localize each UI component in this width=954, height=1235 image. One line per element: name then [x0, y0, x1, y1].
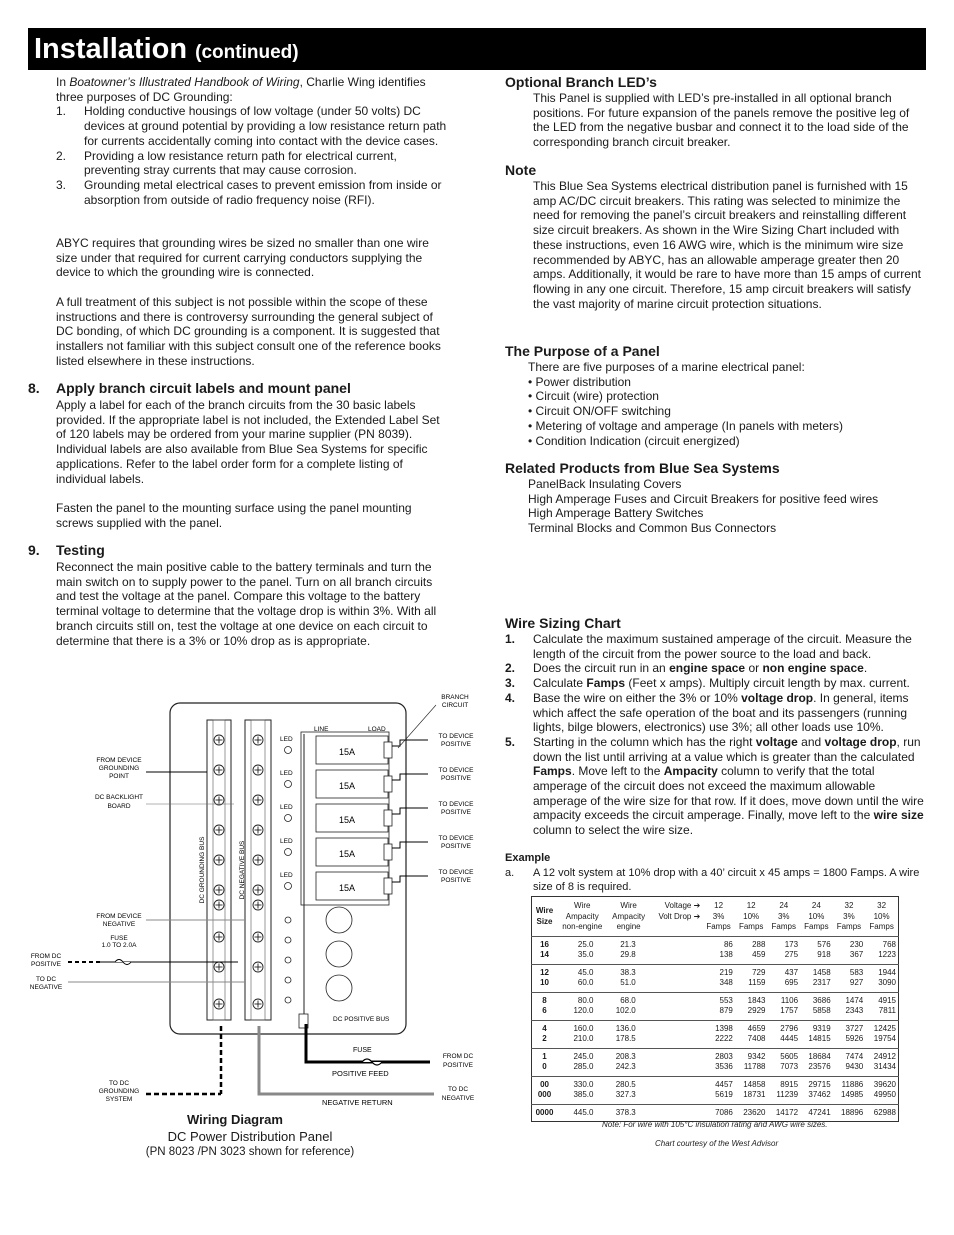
list-item: 5. Starting in the column which has the right voltage and voltage drop, run down the list until arriving at a value which is greater than the calculated Famps. Move left to the Ampacity column to verify that the total amperage of the circuit does not exceed the maximum allowable amperage of the wire size for that row. If it does, move down until the wire ampacity exceeds the circuit amperage. Finally, move left to the wire size column to select the wire size. [505, 734, 924, 838]
led-icon [285, 781, 292, 788]
fuse-small-label: FUSE [110, 935, 128, 942]
list-item: 3. Calculate Famps (Feet x amps). Multiply circuit length by max. current. [505, 676, 910, 691]
negative-return-label: NEGATIVE RETURN [322, 1098, 393, 1107]
table-cell: 245.0 285.0 [557, 1048, 607, 1076]
positive-feed-label: POSITIVE FEED [332, 1069, 389, 1078]
table-cell: 25.0 35.0 [557, 936, 607, 964]
table-cell: 62988 [865, 1104, 898, 1122]
breaker-rating: 15A [339, 747, 356, 757]
table-cell: 2803 3536 [702, 1048, 735, 1076]
table-cell: 230 367 [833, 936, 866, 964]
list-item: 3. Grounding metal electrical cases to prevent emission from inside or absorption from outside of radio frequency noise (RFI). [56, 177, 442, 207]
table-row [532, 992, 899, 1020]
led-icon [285, 747, 292, 754]
led-label: LED [280, 804, 293, 811]
to-dc-grounding-label: SYSTEM [105, 1096, 133, 1103]
purpose-list [505, 375, 927, 449]
list-item: High Amperage Battery Switches [528, 506, 704, 521]
list-item: 1. Calculate the maximum sustained amperage of the circuit. Measure the length of the circuit from the power source to the load and back. [505, 632, 912, 661]
fuse-label: FUSE [353, 1047, 372, 1054]
step-8-heading: 8. Apply branch circuit labels and mount panel [28, 380, 351, 396]
breaker-rating: 15A [339, 815, 356, 825]
note-heading: Note [505, 162, 537, 178]
from-dc-positive-label: POSITIVE [31, 961, 61, 968]
to-device-positive-label: TO DEVICE [438, 767, 474, 774]
table-cell [650, 936, 703, 964]
table-cell: 21.3 29.8 [607, 936, 649, 964]
table-cell: 7474 9430 [833, 1048, 866, 1076]
list-item: • Power distribution [528, 375, 927, 390]
table-row [532, 964, 899, 992]
purpose-section [505, 343, 927, 448]
table-cell: 1106 1757 [767, 992, 800, 1020]
list-item: 2. Providing a low resistance return path for electrical current, preventing stray currents that may cause corrosion. [56, 148, 397, 178]
table-cell: 1474 2343 [833, 992, 866, 1020]
example-list [505, 866, 927, 895]
table-cell: 9319 14815 [800, 1020, 833, 1048]
example-heading: Example [505, 852, 551, 864]
table-cell [650, 1076, 703, 1104]
table-row [532, 1020, 899, 1048]
to-device-positive-label: TO DEVICE [438, 869, 474, 876]
table-header-row [532, 897, 899, 937]
step-8-section [28, 380, 452, 531]
list-item: Terminal Blocks and Common Bus Connectors [528, 521, 777, 536]
branch-circuit-label: BRANCH [441, 694, 469, 701]
wire-sizing-steps [505, 632, 927, 838]
table-cell [650, 1020, 703, 1048]
dc-backlight-label: BOARD [107, 803, 131, 810]
led-label: LED [280, 872, 293, 879]
list-item: a. A 12 volt system at 10% drop with a 40’ circuit x 45 amps = 1800 Famps. A wire size of 8 is required. [505, 866, 920, 893]
led-label: LED [280, 838, 293, 845]
wire-sizing-table [531, 896, 899, 1122]
note-section [505, 162, 927, 311]
to-device-positive-label: POSITIVE [441, 809, 471, 816]
diagram-caption-subtitle: DC Power Distribution Panel [167, 1129, 333, 1144]
table-cell: 1 0 [532, 1048, 558, 1076]
table-cell: 24 3% Famps [771, 901, 796, 931]
table-cell: 330.0 385.0 [557, 1076, 607, 1104]
to-dc-grounding-label: GROUNDING [98, 1088, 140, 1095]
dc-negative-bus-label: DC NEGATIVE BUS [239, 840, 246, 900]
table-cell: 3686 5858 [800, 992, 833, 1020]
table-cell: 00 000 [532, 1076, 558, 1104]
table-cell: 1398 2222 [702, 1020, 735, 1048]
branch-circuit-label: CIRCUIT [441, 702, 469, 709]
table-cell: 18896 [833, 1104, 866, 1122]
list-item: • Circuit (wire) protection [528, 389, 927, 404]
table-cell: 5605 7073 [767, 1048, 800, 1076]
list-item: PanelBack Insulating Covers [528, 477, 682, 491]
table-cell: 14172 [767, 1104, 800, 1122]
from-device-grounding-label: GROUNDING [98, 765, 140, 772]
to-dc-negative-small-label: TO DC [35, 976, 57, 983]
step-9-text: Reconnect the main positive cable to the battery terminals and turn the main switch on to supply power to the panel. Turn on all branch circuits and test the voltage at the panel. Compare this voltage to the battery terminal voltage to determine that the voltage drop is within 3%. With all branch circuits still on, test the voltage at one device on each circuit to determine that there is a 3% or 10% drop as is appropriate. [56, 560, 437, 648]
table-cell: 12 10 [532, 964, 558, 992]
table-cell: Wire Ampacity engine [612, 901, 646, 931]
wire-sizing-heading: Wire Sizing Chart [505, 615, 621, 631]
step-9-section [28, 542, 452, 648]
diagram-caption [120, 1112, 380, 1160]
table-cell: 32 3% Famps [836, 901, 862, 931]
table-cell: 2796 4445 [767, 1020, 800, 1048]
table-cell: 1458 2317 [800, 964, 833, 992]
table-cell: 378.3 [607, 1104, 649, 1122]
wire-sizing-section [505, 615, 927, 838]
from-dc-positive-label: FROM DC [30, 953, 62, 960]
table-cell: 768 1223 [865, 936, 898, 964]
from-device-grounding-label: FROM DEVICE [96, 757, 142, 764]
diagram-caption-pn: (PN 8023 /PN 3023 shown for reference) [145, 1146, 355, 1158]
table-cell: 1843 2929 [735, 992, 768, 1020]
from-dc-positive-right-label: POSITIVE [443, 1062, 473, 1069]
table-cell: 9342 11788 [735, 1048, 768, 1076]
table-row [532, 1048, 899, 1076]
table-cell: 8915 11239 [767, 1076, 800, 1104]
table-cell [650, 1048, 703, 1076]
table-cell: 3727 5926 [833, 1020, 866, 1048]
table-cell: 86 138 [702, 936, 735, 964]
table-cell: 16 14 [532, 936, 558, 964]
table-cell: Wire Ampacity non-engine [562, 901, 603, 931]
table-cell: 18684 23576 [800, 1048, 833, 1076]
breaker-rating: 15A [339, 883, 356, 893]
table-cell: 24 10% Famps [804, 901, 829, 931]
table-cell: 12 3% Famps [706, 901, 731, 931]
step-8-text-2: Fasten the panel to the mounting surface using the panel mounting screws supplied with the panel. [56, 501, 412, 530]
book-title: Boatowner’s Illustrated Handbook of Wiring [69, 75, 300, 89]
table-cell: 1944 3090 [865, 964, 898, 992]
branch-output-wires [392, 740, 428, 882]
to-dc-negative-right-label: NEGATIVE [441, 1095, 475, 1102]
line-label: LINE [314, 726, 329, 733]
diagram-caption-title: Wiring Diagram [187, 1112, 283, 1127]
table-cell: Voltage ➔ Volt Drop ➔ [658, 901, 701, 921]
dc-backlight-label: DC BACKLIGHT [94, 794, 144, 801]
purpose-intro: There are five purposes of a marine electrical panel: [528, 360, 805, 374]
table-cell: 445.0 [557, 1104, 607, 1122]
table-cell: 38.3 51.0 [607, 964, 649, 992]
table-cell [650, 964, 703, 992]
from-device-negative-label: NEGATIVE [102, 921, 136, 928]
dc-positive-bus-label: DC POSITIVE BUS [333, 1016, 390, 1023]
title-sub: (continued) [195, 42, 299, 63]
list-item: • Metering of voltage and amperage (In panels with meters) [528, 419, 927, 434]
to-device-positive-label: POSITIVE [441, 775, 471, 782]
load-label: LOAD [368, 726, 386, 733]
table-cell: 4915 7811 [865, 992, 898, 1020]
list-item: • Circuit ON/OFF switching [528, 404, 927, 419]
table-cell: 136.0 178.5 [607, 1020, 649, 1048]
step-9-heading: 9. Testing [28, 542, 105, 558]
table-cell: 24912 31434 [865, 1048, 898, 1076]
table-cell: 729 1159 [735, 964, 768, 992]
table-cell: 23620 [735, 1104, 768, 1122]
table-cell [650, 992, 703, 1020]
breaker-rows [280, 736, 392, 900]
table-cell: 173 275 [767, 936, 800, 964]
table-cell: 280.5 327.3 [607, 1076, 649, 1104]
table-row [532, 1076, 899, 1104]
list-item: High Amperage Fuses and Circuit Breakers for positive feed wires [528, 491, 879, 506]
table-cell: 45.0 60.0 [557, 964, 607, 992]
note-text: This Blue Sea Systems electrical distribution panel is furnished with 15 amp AC/DC circuit breakers. This rating was selected to minimize the need for removing the panel’s circuit breakers and reinstalling different size circuit breakers. As shown in the Wire Sizing Chart included with these instructions, even 16 AWG wire, which is the minimum wire size recommended by ABYC, has an allowable amperage greater then 20 amps. Additionally, it would be rare to have more than 15 amps of current flowing in any one circuit. Therefore, 15 amp circuit breakers will satisfy the vast majority of marine circuit protection situations. [533, 179, 921, 311]
table-cell: 32 10% Famps [869, 901, 894, 931]
table-row [532, 936, 899, 964]
to-device-positive-label: TO DEVICE [438, 835, 474, 842]
table-cell: 12 10% Famps [738, 901, 764, 931]
table-cell: 576 918 [800, 936, 833, 964]
breaker-rating: 15A [339, 849, 356, 859]
table-cell: 583 927 [833, 964, 866, 992]
table-cell: 208.3 242.3 [607, 1048, 649, 1076]
led-icon [285, 815, 292, 822]
list-item: • Condition Indication (circuit energized) [528, 434, 927, 449]
fuse-small-label: 1.0 TO 2.0A [101, 942, 137, 949]
table-cell: 437 695 [767, 964, 800, 992]
table-cell: 0000 [532, 1104, 558, 1122]
page-title [34, 33, 299, 69]
to-device-positive-label: POSITIVE [441, 741, 471, 748]
from-device-negative-label: FROM DEVICE [96, 913, 142, 920]
table-cell: 47241 [800, 1104, 833, 1122]
to-dc-grounding-label: TO DC [108, 1080, 130, 1087]
table-cell: 553 879 [702, 992, 735, 1020]
page-header-banner [28, 28, 926, 70]
table-cell: 39620 49950 [865, 1076, 898, 1104]
table-cell: 160.0 210.0 [557, 1020, 607, 1048]
table-cell: 4 2 [532, 1020, 558, 1048]
table-cell: 4659 7408 [735, 1020, 768, 1048]
breaker-rating: 15A [339, 781, 356, 791]
wiring-diagram [0, 690, 500, 1110]
list-item: 1. Holding conductive housings of low voltage (under 50 volts) DC devices at ground potential by providing a low resistance return path for currents accidentally coming into contact with the device cases. [56, 104, 447, 148]
abyc-paragraph: ABYC requires that grounding wires be sized no smaller than one wire size under that required for current carrying conductors supplying the device to which the grounding wire is connected. [56, 236, 429, 280]
related-products-list [505, 477, 927, 536]
step-8-text: Apply a label for each of the branch circuits from the 30 basic labels provided. If the appropriate label is not included, the Extended Label Set of 120 labels may be ordered from your marine supplier (PN 8039). Individual labels are also available from Blue Sea Systems for specific applications. Refer to the label order form for a complete listing of individual labels. [56, 398, 440, 486]
list-item: 2. Does the circuit run in an engine space or non engine space. [505, 661, 868, 676]
to-device-positive-label: TO DEVICE [438, 801, 474, 808]
to-device-positive-label: POSITIVE [441, 843, 471, 850]
full-treatment-paragraph: A full treatment of this subject is not possible within the scope of these instructions and there is controversy surrounding the general subject of DC bonding, of which DC grounding is a component. It is suggested that installers not familiar with this subject consult one of the reference books listed elsewhere in these instructions. [56, 295, 441, 368]
grounding-intro [56, 75, 452, 207]
related-products-heading: Related Products from Blue Sea Systems [505, 460, 780, 476]
related-products-section [505, 460, 927, 536]
table-cell: 68.0 102.0 [607, 992, 649, 1020]
to-device-positive-label: POSITIVE [441, 877, 471, 884]
led-icon [285, 849, 292, 856]
table-note: Note: For wire with 105°C insulation rating and AWG wire sizes. [602, 1120, 828, 1129]
led-label: LED [280, 770, 293, 777]
to-dc-negative-small-label: NEGATIVE [29, 984, 63, 991]
purpose-heading: The Purpose of a Panel [505, 343, 660, 359]
table-cell: 29715 37462 [800, 1076, 833, 1104]
led-icon [285, 883, 292, 890]
from-device-grounding-label: POINT [109, 773, 129, 780]
to-device-positive-label: TO DEVICE [438, 733, 474, 740]
table-cell: 11886 14985 [833, 1076, 866, 1104]
table-cell: 288 459 [735, 936, 768, 964]
table-cell: 219 348 [702, 964, 735, 992]
table-cell: 4457 5619 [702, 1076, 735, 1104]
table-courtesy: Chart courtesy of the West Advisor [655, 1139, 779, 1148]
example-section [505, 851, 927, 895]
title-main: Installation [34, 33, 188, 65]
table-cell: 12425 19754 [865, 1020, 898, 1048]
grounding-purposes-list [56, 104, 452, 207]
optional-led-text: This Panel is supplied with LED’s pre-installed in all optional branch positions. For future expansion of the panels remove the positive leg of the LED from the negative busbar and connect it to the load side of the corresponding branch circuit breaker. [533, 91, 910, 150]
table-cell: 80.0 120.0 [557, 992, 607, 1020]
list-item: 4. Base the wire on either the 3% or 10% voltage drop. In general, items which affect the safe operation of the boat and its passengers (running lights, bilge blowers, electronics) use 3%; all other loads use 10%. [505, 690, 909, 735]
table-cell: Wire Size [535, 906, 554, 926]
to-dc-negative-right-label: TO DC [447, 1086, 469, 1093]
dc-grounding-bus-label: DC GROUNDING BUS [199, 836, 206, 904]
table-cell: 7086 [702, 1104, 735, 1122]
optional-led-heading: Optional Branch LED’s [505, 74, 657, 90]
table-cell: 14858 18731 [735, 1076, 768, 1104]
to-device-labels [439, 733, 475, 884]
from-dc-positive-right-label: FROM DC [442, 1053, 474, 1060]
table-cell: 8 6 [532, 992, 558, 1020]
intro-paragraph: In Boatowner’s Illustrated Handbook of Wiring, Charlie Wing identifies three purposes of DC Grounding: [56, 75, 426, 104]
led-label: LED [280, 736, 293, 743]
optional-led-section [505, 74, 927, 150]
